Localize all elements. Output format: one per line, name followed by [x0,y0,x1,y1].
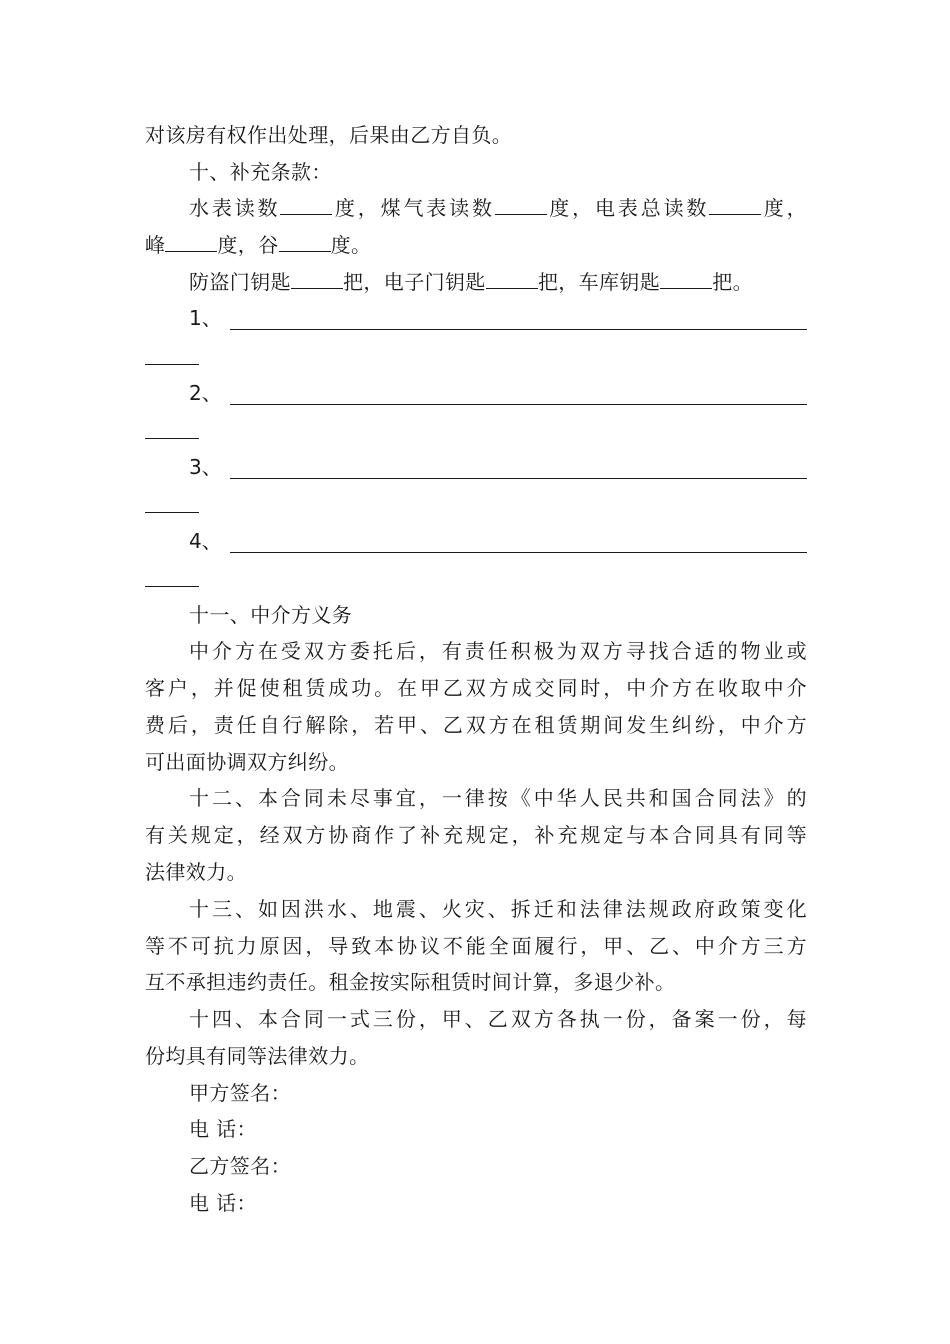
valley-label: 度，谷 [217,233,279,257]
paragraph-line [145,928,807,965]
item-number: 3、 [189,455,222,479]
unit-label: 度， [761,196,807,220]
paragraph-line: 法律效力。 [145,860,247,884]
item-blank[interactable] [230,404,807,405]
paragraph-text: 等不可抗力原因，导致本协议不能全面履行，甲、乙、中介方三方 [145,934,807,958]
item-number: 2、 [189,381,222,405]
supplement-item [145,300,807,337]
unit-label: 度 [546,196,573,220]
party-b-signature-label: 乙方签名： [189,1154,291,1178]
paragraph-line [145,633,807,670]
peak-valley-line [145,227,807,264]
supplement-item [145,449,807,486]
meter-readings-line [145,190,807,227]
keys-line [145,264,807,301]
section-11-title: 十一、中介方义务 [189,603,353,627]
paragraph-text: 十二、本合同未尽事宜，一律按《中华人民共和国合同法》的 [189,786,807,810]
paragraph-line [145,670,807,707]
paragraph-line [145,891,807,928]
peak-blank[interactable] [165,229,217,252]
item-blank-continuation[interactable] [145,586,199,587]
paragraph-line: 互不承担违约责任。租金按实际租赁时间计算，多退少补。 [145,970,676,994]
meter-readings-text [189,190,807,227]
paragraph-line [145,780,807,817]
paragraph-line [145,1001,807,1038]
paragraph-line: 可出面协调双方纠纷。 [145,750,349,774]
paragraph-line: 对该房有权作出处理，后果由乙方自负。 [145,123,513,147]
supplement-item [145,523,807,560]
unit-label: 度 [332,196,358,220]
paragraph-text: 十四、本合同一式三份，甲、乙双方各执一份，备案一份，每 [189,1007,807,1031]
peak-label: 峰 [145,233,166,257]
gas-meter-label: ，煤气表读数 [357,196,495,220]
item-blank-continuation[interactable] [145,512,199,513]
electronic-key-label: 把，电子门钥匙 [343,270,486,294]
keys-end-label: 把。 [712,270,754,294]
garage-key-label: 把，车库钥匙 [537,270,661,294]
item-blank[interactable] [230,478,807,479]
party-a-signature-label: 甲方签名： [189,1081,291,1105]
valley-blank[interactable] [279,229,331,252]
item-blank-continuation[interactable] [145,438,199,439]
item-number: 4、 [189,529,222,553]
item-blank[interactable] [230,552,807,553]
gas-meter-blank[interactable] [495,192,547,215]
electric-meter-blank[interactable] [709,192,761,215]
item-blank[interactable] [230,329,807,330]
paragraph-text: 十三、如因洪水、地震、火灾、拆迁和法律法规政府政策变化 [189,897,807,921]
paragraph-line [145,707,807,744]
water-meter-label: 水表读数 [189,196,281,220]
paragraph-line [145,817,807,854]
party-a-phone-label: 电 话： [189,1117,257,1141]
item-blank-continuation[interactable] [145,364,199,365]
door-key-label: 防盗门钥匙 [189,270,291,294]
paragraph-text: 客户，并促使租赁成功。在甲乙双方成交同时，中介方在收取中介 [145,676,807,700]
paragraph-line: 份均具有同等法律效力。 [145,1044,370,1068]
item-number: 1、 [189,306,222,330]
end-label: 度。 [330,233,372,257]
electronic-key-blank[interactable] [486,266,538,289]
garage-key-blank[interactable] [660,266,712,289]
water-meter-blank[interactable] [280,192,332,215]
paragraph-text: 中介方在受双方委托后，有责任积极为双方寻找合适的物业或 [189,639,807,663]
section-10-title: 十、补充条款： [189,160,332,184]
door-key-blank[interactable] [291,266,343,289]
paragraph-text: 有关规定，经双方协商作了补充规定，补充规定与本合同具有同等 [145,823,807,847]
paragraph-text: 费后，责任自行解除，若甲、乙双方在租赁期间发生纠纷，中介方 [145,713,807,737]
supplement-item [145,375,807,412]
party-b-phone-label: 电 话： [189,1191,257,1215]
electric-meter-label: ，电表总读数 [572,196,710,220]
